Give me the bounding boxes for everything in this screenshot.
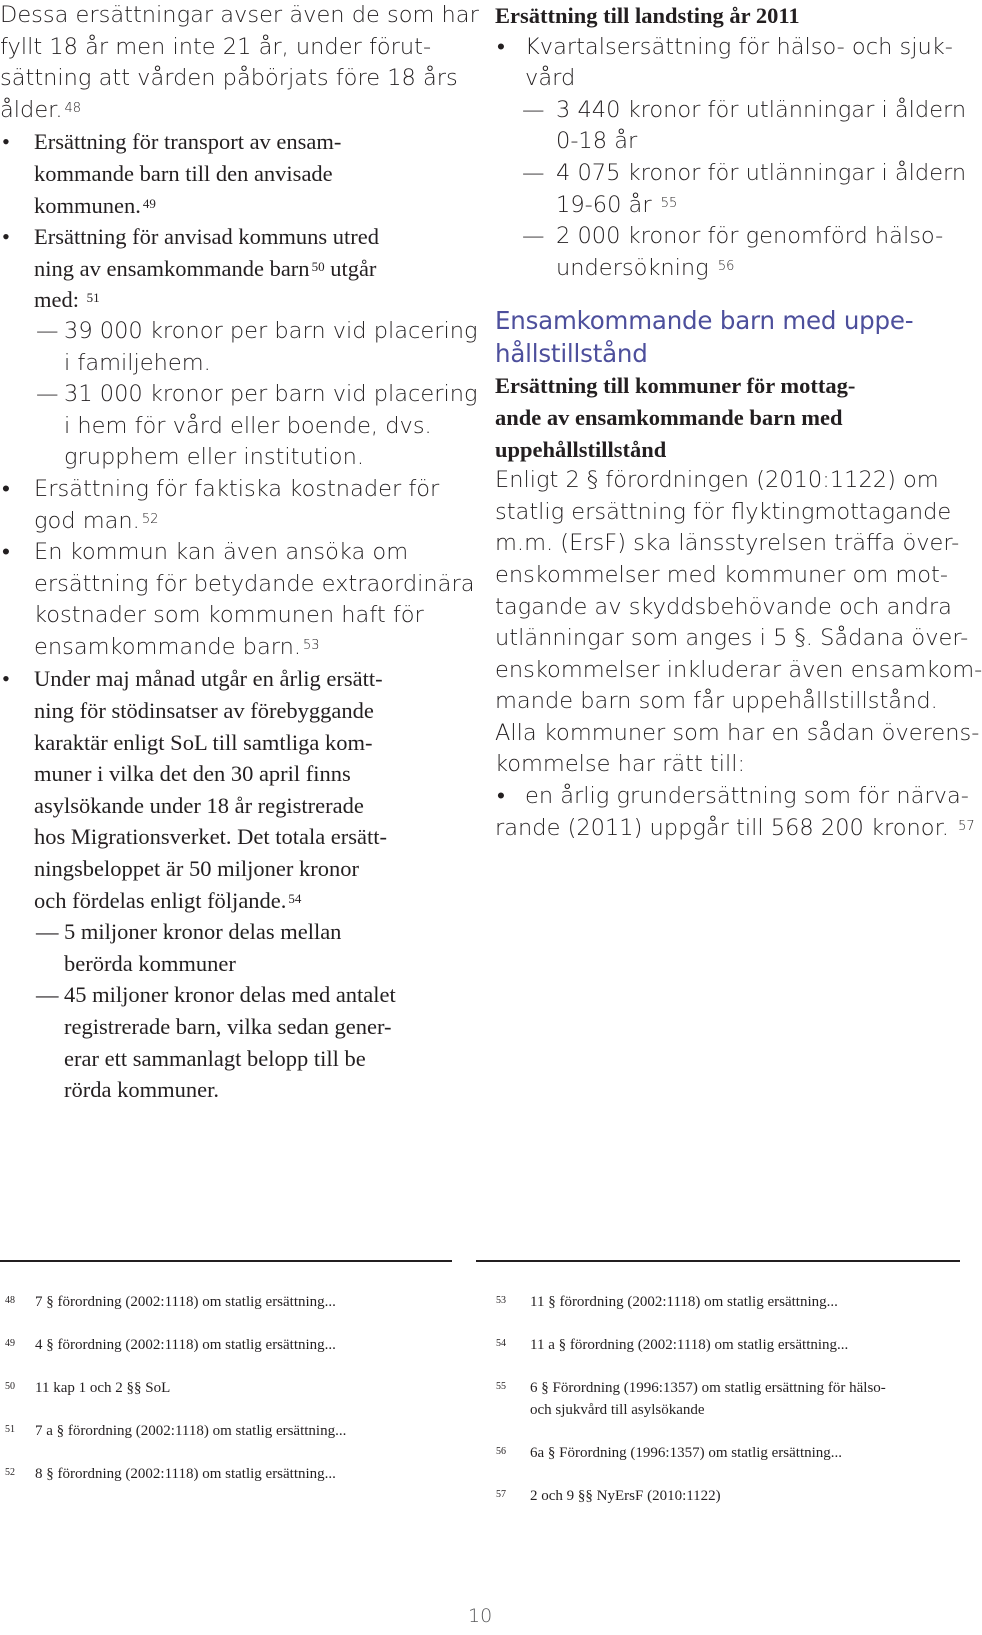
bullet-icon: • — [497, 33, 505, 60]
footnote-text: 6a § Förordning (1996:1357) om statlig ersättning... — [530, 1445, 843, 1461]
dash-icon: — — [522, 159, 545, 186]
text-line: med: $^{51}$ — [34, 287, 100, 313]
list-item-extraordinara — [0, 537, 475, 663]
text-line: m.m. (ErsF) ska länsstyrelsen träffa över- — [495, 530, 960, 557]
section-heading-line: hållstillstånd — [495, 339, 648, 369]
footnote-number: 49 — [5, 1338, 15, 1349]
footnote-text: 2 och 9 §§ NyErsF (2010:1122) — [530, 1488, 721, 1504]
text-line: erar ett sammanlagt belopp till be — [64, 1045, 366, 1071]
footnote-divider — [476, 1260, 960, 1262]
footnote-ref[interactable]: 48 — [64, 100, 82, 116]
text-line: enskommelser med kommuner om mot- — [495, 561, 948, 588]
text-line: i familjehem. — [64, 349, 211, 376]
sublist-item-45miljoner — [0, 979, 450, 1105]
dash-icon: — — [36, 982, 59, 1008]
text-line: sättning att vården påbörjats före 18 års — [0, 65, 458, 92]
footnote-ref[interactable]: 52 — [141, 511, 159, 527]
footnote-text: 11 a § förordning (2002:1118) om statlig ersättning... — [530, 1337, 849, 1353]
footnote-text: 11 § förordning (2002:1118) om statlig ersättning... — [530, 1294, 838, 1310]
text-line: • Kvartalsersättning för hälso- och sjuk- — [495, 32, 950, 64]
footnote-number: 54 — [496, 1338, 506, 1349]
text-line: kostnader som kommunen haft för — [34, 602, 424, 629]
footnote-ref[interactable]: 49 — [142, 195, 156, 211]
dash-icon: — — [522, 96, 545, 123]
section-heading-line: Ensamkommande barn med uppe- — [495, 306, 914, 336]
right-column — [495, 0, 982, 844]
text-line: muner i vilka det den 30 april finns — [34, 761, 351, 787]
text-line: asylsökande under 18 år registrerade — [34, 792, 364, 818]
text-line: ålder. $^{48}$ — [0, 96, 82, 123]
text-line: statlig ersättning för flyktingmottagande — [495, 498, 952, 525]
list-item-transport — [0, 126, 450, 221]
sublist-item-4075 — [495, 158, 967, 221]
text-line: i hem för vård eller boende, dvs. — [64, 412, 432, 439]
text-line: — 4 075 kronor för utlänningar i åldern — [495, 158, 950, 190]
list-item-utredning — [0, 221, 450, 316]
footnote-number: 53 — [496, 1295, 506, 1306]
text-line: • Ersättning för transport av ensam- — [0, 126, 450, 158]
text-line: Dessa ersättningar avser även de som har — [0, 2, 479, 28]
text-line: kommelse har rätt till: — [495, 751, 746, 778]
footnote-ref[interactable]: 57 — [958, 818, 975, 834]
dash-icon: — — [36, 381, 59, 408]
heading-landsting: Ersättning till landsting år 2011 — [495, 3, 800, 28]
footnote-text: 7 § förordning (2002:1118) om statlig ersättning... — [35, 1294, 336, 1310]
sublist-item-hvb — [0, 379, 478, 474]
body-paragraph — [495, 465, 982, 781]
text-line: grupphem eller institution. — [64, 444, 364, 471]
subheading — [495, 370, 950, 465]
section-heading — [495, 304, 950, 370]
text-line: kommande barn till den anvisade — [34, 160, 333, 186]
footnote-number: 51 — [5, 1424, 15, 1435]
sublist-item-3440 — [495, 95, 967, 158]
footnote-ref[interactable]: 56 — [717, 258, 735, 274]
text-line: — 31 000 kronor per barn vid placering — [0, 379, 450, 411]
footnote-text: 7 a § förordning (2002:1118) om statlig ersättning... — [35, 1423, 347, 1439]
intro-paragraph — [0, 0, 479, 126]
footnote-number: 52 — [5, 1467, 15, 1478]
footnote-text: och sjukvård till asylsökande — [530, 1402, 705, 1418]
text-line: ning för stödinsatser av förebyggande — [34, 698, 374, 724]
bullet-icon: • — [2, 475, 10, 502]
text-line: rörda kommuner. — [64, 1077, 219, 1103]
text-line: och fördelas enligt följande. $^{54}$ — [34, 887, 302, 913]
text-line: fyllt 18 år men inte 21 år, under förut- — [0, 33, 432, 60]
bullet-icon: • — [2, 224, 10, 250]
text-line: tagande av skyddsbehövande och andra — [495, 593, 952, 620]
text-line: ersättning för betydande extraordinära — [34, 570, 475, 597]
text-line: • Under maj månad utgår en årlig ersätt- — [0, 663, 450, 695]
list-item-godman — [0, 474, 450, 537]
footnote-text: 8 § förordning (2002:1118) om statlig ersättning... — [35, 1466, 336, 1482]
sublist-item-5miljoner — [0, 916, 450, 979]
footnote-text: 6 § Förordning (1996:1357) om statlig ersättning för hälso- — [530, 1380, 886, 1396]
subheading-line: uppehållstillstånd — [495, 436, 667, 462]
sublist-item-familjehem — [0, 316, 478, 379]
footnote-ref[interactable]: 54 — [288, 890, 302, 906]
text-line: — 45 miljoner kronor delas med antalet — [0, 979, 450, 1011]
text-line: Enligt 2 § förordningen (2010:1122) om — [495, 467, 939, 494]
text-line: undersökning $^{56}$ — [556, 254, 735, 281]
footnote-number: 48 — [5, 1295, 15, 1306]
text-line: hos Migrationsverket. Det totala ersätt- — [34, 824, 388, 850]
page-number: 10 — [468, 1605, 493, 1627]
bullet-icon: • — [2, 539, 10, 566]
text-line: — 2 000 kronor för genomförd hälso- — [495, 221, 950, 253]
subheading-line: ande av ensamkommande barn med — [495, 404, 843, 430]
text-line: karaktär enligt SoL till samtliga kom- — [34, 729, 373, 755]
list-item-kvartal — [495, 32, 953, 95]
text-line: rande (2011) uppgår till 568 200 kronor. $^{57}$ — [495, 814, 975, 841]
text-line: mande barn som får uppehållstillstånd. — [495, 688, 938, 715]
footnote-ref[interactable]: 53 — [303, 637, 320, 653]
text-line: • Ersättning för anvisad kommuns utred — [0, 221, 450, 253]
bullet-icon: • — [2, 129, 10, 155]
text-line: • En kommun kan även ansöka om — [0, 537, 450, 569]
list-item-maj — [0, 663, 450, 916]
text-line: — 3 440 kronor för utlänningar i åldern — [495, 95, 950, 127]
text-line: 19-60 år $^{55}$ — [556, 191, 678, 218]
bullet-icon: • — [2, 666, 10, 692]
footnote-divider — [0, 1260, 452, 1262]
text-line: • Ersättning för faktiska kostnader för — [0, 474, 450, 506]
dash-icon: — — [36, 317, 59, 344]
bullet-icon: • — [497, 783, 505, 810]
footnote-ref[interactable]: 50 — [311, 258, 325, 274]
text-line: • en årlig grundersättning som för närva- — [495, 781, 950, 813]
text-line: ensamkommande barn. $^{53}$ — [34, 633, 320, 660]
footnote-number: 56 — [496, 1446, 506, 1457]
text-line: ningsbeloppet är 50 miljoner kronor — [34, 856, 359, 882]
dash-icon: — — [36, 919, 59, 945]
sublist-item-2000 — [495, 221, 950, 284]
text-line: ning av ensamkommande barn $^{50}$ utgår — [34, 255, 377, 281]
footnote-text: 4 § förordning (2002:1118) om statlig ersättning... — [35, 1337, 336, 1353]
text-line: — 5 miljoner kronor delas mellan — [0, 916, 450, 948]
list-item-grundersattning — [495, 781, 975, 844]
left-column — [0, 0, 479, 1106]
text-line: berörda kommuner — [64, 950, 236, 976]
text-line: registrerade barn, vilka sedan gener- — [64, 1014, 392, 1039]
dash-icon: — — [522, 223, 545, 250]
footnote-ref[interactable]: 55 — [660, 195, 678, 211]
text-line: — 39 000 kronor per barn vid placering — [0, 316, 450, 348]
text-line: utlänningar som anges i 5 §. Sådana över- — [495, 625, 969, 652]
footnote-text: 11 kap 1 och 2 §§ SoL — [35, 1380, 171, 1396]
text-line: 0-18 år — [556, 128, 638, 155]
footnote-number: 55 — [496, 1381, 506, 1392]
text-line: kommunen. $^{49}$ — [34, 192, 156, 218]
footnote-ref[interactable]: 51 — [86, 290, 100, 306]
footnote-number: 57 — [496, 1489, 506, 1500]
text-line: god man. $^{52}$ — [34, 507, 159, 534]
text-line: Alla kommuner som har en sådan överens- — [495, 719, 980, 746]
footnote-number: 50 — [5, 1381, 15, 1392]
text-line: vård — [525, 65, 576, 92]
subheading-line: Ersättning till kommuner för mottag- — [495, 373, 856, 399]
text-line: enskommelser inkluderar även ensamkom- — [495, 656, 982, 683]
